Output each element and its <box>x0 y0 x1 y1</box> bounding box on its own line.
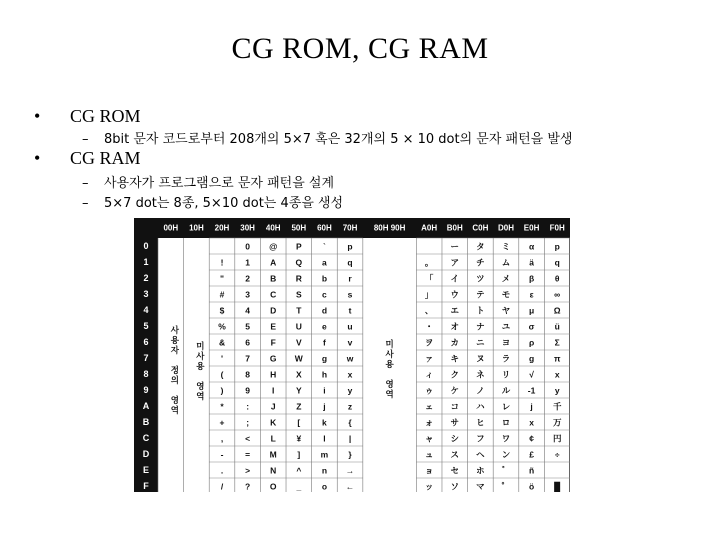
char-cell: 3 <box>245 289 250 300</box>
char-cell: ] <box>297 449 301 460</box>
char-cell: コ <box>450 401 460 412</box>
column-header: 80H 90H <box>373 223 406 233</box>
char-cell: ö <box>528 481 535 492</box>
column-header: F0H <box>549 223 565 233</box>
char-cell: y <box>554 385 560 396</box>
char-cell: r <box>348 273 352 284</box>
unused-area-label: 사 <box>196 351 205 361</box>
char-cell: £ <box>529 449 534 460</box>
char-cell: = <box>245 449 251 460</box>
char-cell: _ <box>296 481 302 492</box>
char-cell: S <box>295 289 302 300</box>
char-cell: Q <box>295 257 303 268</box>
char-cell: ァ <box>424 353 434 364</box>
char-cell: i <box>323 385 326 396</box>
char-cell: ) <box>220 385 224 396</box>
char-cell: z <box>347 401 353 412</box>
char-cell: ォ <box>424 417 434 428</box>
char-cell: オ <box>450 321 460 332</box>
sub-dash: – <box>82 176 89 191</box>
char-cell: ェ <box>424 401 434 412</box>
char-cell: B <box>270 273 277 284</box>
char-cell: l <box>323 433 326 444</box>
char-cell: q <box>554 257 560 268</box>
char-cell: y <box>347 385 353 396</box>
char-cell: ホ <box>476 465 485 476</box>
char-cell: μ <box>528 305 535 316</box>
char-cell: [ <box>297 417 301 428</box>
char-cell: q <box>347 257 353 268</box>
char-cell: ア <box>450 257 460 268</box>
char-cell: x <box>554 369 560 380</box>
char-cell: | <box>348 433 352 444</box>
char-cell: ユ <box>501 321 511 332</box>
row-header: E <box>142 465 150 475</box>
char-cell: x <box>347 369 353 380</box>
char-cell: ? <box>245 481 251 492</box>
char-cell: ャ <box>424 433 434 444</box>
char-cell: ← <box>345 481 355 492</box>
char-cell: ' <box>220 353 224 364</box>
char-cell: @ <box>269 241 278 252</box>
char-cell: ム <box>501 257 511 268</box>
char-cell: $ <box>219 305 225 316</box>
char-cell: ¢ <box>529 433 534 444</box>
char-cell: ソ <box>450 481 460 492</box>
column-header: 70H <box>342 223 358 233</box>
char-cell: 万 <box>552 417 562 428</box>
char-cell: x <box>529 417 534 428</box>
sub-text: 8bit 문자 코드로부터 208개의 5×7 혹은 32개의 5 × 10 dot의 문자 패턴을 발생 <box>104 132 573 147</box>
column-header: C0H <box>472 223 489 233</box>
char-cell: ス <box>450 449 460 460</box>
unused-area-label: 역 <box>196 391 205 401</box>
char-cell: ウ <box>450 289 460 300</box>
row-header: A <box>142 401 150 411</box>
column-header: 20H <box>214 223 230 233</box>
char-cell: 」 <box>424 289 434 300</box>
char-cell: 9 <box>245 385 250 396</box>
sub-bullet <box>82 128 572 147</box>
char-cell: J <box>270 401 276 412</box>
char-cell: ラ <box>501 353 511 364</box>
char-cell: ; <box>246 417 250 428</box>
char-cell: ツ <box>476 273 485 284</box>
char-cell: * <box>220 401 224 412</box>
char-cell: I <box>272 385 275 396</box>
row-header: F <box>143 481 149 491</box>
char-cell: N <box>270 465 277 476</box>
char-cell: , <box>220 433 224 444</box>
char-cell: ÷ <box>554 449 560 460</box>
char-cell: π <box>553 353 561 364</box>
char-cell: セ <box>450 465 460 476</box>
char-cell: ヤ <box>501 305 511 316</box>
char-cell: Σ <box>554 337 560 348</box>
char-cell: L <box>270 433 276 444</box>
user-area-label: 영 <box>170 395 179 405</box>
sub-dash: – <box>82 132 89 147</box>
char-cell: シ <box>450 433 460 444</box>
char-cell: 千 <box>552 401 562 412</box>
char-cell: ! <box>220 257 224 268</box>
char-cell: n <box>321 465 328 476</box>
char-cell: 6 <box>245 337 250 348</box>
char-cell: ロ <box>501 417 511 428</box>
char-cell: H <box>270 369 277 380</box>
column-header: 30H <box>240 223 255 233</box>
char-cell: エ <box>450 305 460 316</box>
char-cell: Y <box>295 385 302 396</box>
char-cell: 、 <box>424 305 434 316</box>
char-cell: F <box>270 337 276 348</box>
char-cell: G <box>269 353 277 364</box>
char-cell: ゜ <box>501 481 511 492</box>
char-cell: < <box>245 433 251 444</box>
char-cell: & <box>218 337 226 348</box>
column-header: A0H <box>421 223 438 233</box>
char-cell: O <box>269 481 277 492</box>
char-cell: 4 <box>245 305 250 316</box>
char-cell: w <box>346 353 354 364</box>
char-cell: ゛ <box>501 465 511 476</box>
bullet-label: CG ROM <box>70 106 141 126</box>
char-cell: P <box>295 241 302 252</box>
char-cell: ヨ <box>501 337 511 348</box>
char-cell: E <box>270 321 277 332</box>
bullet-label: CG RAM <box>70 148 141 168</box>
char-cell: t <box>348 305 352 316</box>
column-header: 00H <box>163 223 179 233</box>
char-cell: ョ <box>424 465 434 476</box>
char-cell: 7 <box>245 353 250 364</box>
column-header: E0H <box>523 223 540 233</box>
char-cell: ` <box>323 241 326 252</box>
row-header: 0 <box>143 241 149 251</box>
row-header: B <box>142 417 150 427</box>
unused-area-label: 용 <box>196 361 205 371</box>
char-cell: ュ <box>424 449 434 460</box>
char-cell: カ <box>450 337 460 348</box>
column-header: 10H <box>189 223 204 233</box>
char-cell: j <box>323 401 326 412</box>
char-cell: モ <box>501 289 511 300</box>
char-cell: ト <box>476 305 485 316</box>
unused-area-label: 미 <box>385 339 394 349</box>
char-cell: ヌ <box>476 353 485 364</box>
char-cell: ä <box>529 257 534 268</box>
char-cell: : <box>246 401 250 412</box>
column-header: D0H <box>497 223 514 233</box>
char-cell: σ <box>528 321 535 332</box>
sub-bullet <box>82 172 334 191</box>
char-cell: ワ <box>501 433 511 444</box>
char-cell: ル <box>501 385 511 396</box>
char-cell: R <box>295 273 302 284</box>
char-cell: m <box>320 449 329 460</box>
unused-area-label: 역 <box>385 389 394 399</box>
row-header: 4 <box>143 305 149 315</box>
bullet-cg-rom <box>34 106 141 127</box>
row-header: 3 <box>143 289 149 299</box>
row-header: D <box>142 449 150 459</box>
char-cell: √ <box>529 369 534 380</box>
row-header: 8 <box>143 369 149 379</box>
sub-text: 사용자가 프로그램으로 문자 패턴을 설계 <box>104 176 335 191</box>
row-header: 1 <box>143 257 149 267</box>
char-cell: ン <box>501 449 511 460</box>
char-cell: → <box>345 465 355 476</box>
char-cell: フ <box>476 433 485 444</box>
char-cell: a <box>322 257 327 268</box>
char-cell: ハ <box>476 401 485 412</box>
char-cell: 0 <box>245 241 250 252</box>
char-cell: キ <box>450 353 460 364</box>
char-cell: h <box>321 369 328 380</box>
char-cell: θ <box>554 273 560 284</box>
char-cell: ケ <box>450 385 460 396</box>
char-cell: 2 <box>245 273 250 284</box>
char-cell: e <box>322 321 327 332</box>
char-cell: ñ <box>528 465 535 476</box>
slide-title: CG ROM, CG RAM <box>231 32 489 65</box>
char-cell: メ <box>501 273 511 284</box>
char-cell: . <box>220 465 224 476</box>
row-header: 6 <box>143 337 149 347</box>
unused-area-label: 미 <box>196 341 205 351</box>
row-header: 9 <box>143 385 149 395</box>
char-cell: # <box>219 289 225 300</box>
char-cell: + <box>219 417 225 428</box>
char-cell: T <box>296 305 302 316</box>
char-cell: ナ <box>476 321 485 332</box>
char-cell: - <box>220 449 224 460</box>
char-cell: -1 <box>527 385 536 396</box>
char-cell: c <box>322 289 327 300</box>
char-cell: g <box>321 353 328 364</box>
char-cell: % <box>218 321 226 332</box>
char-cell: ニ <box>476 337 485 348</box>
char-cell: D <box>270 305 277 316</box>
user-area-label: 자 <box>170 345 179 355</box>
char-cell: ε <box>529 289 534 300</box>
char-cell: / <box>220 481 224 492</box>
bullet-marker: • <box>34 148 41 168</box>
char-cell: 円 <box>552 433 562 444</box>
char-cell: ー <box>450 241 460 252</box>
char-cell: █ <box>554 481 561 492</box>
user-area-label: 용 <box>170 335 179 345</box>
char-cell: M <box>269 449 277 460</box>
char-cell: 8 <box>245 369 250 380</box>
char-cell: > <box>245 465 251 476</box>
char-cell: j <box>530 401 533 412</box>
char-cell: チ <box>476 257 485 268</box>
char-cell: A <box>270 257 277 268</box>
char-cell: { <box>348 417 352 428</box>
row-header: 7 <box>143 353 149 363</box>
char-cell: レ <box>501 401 511 412</box>
char-cell: " <box>219 273 225 284</box>
char-cell: サ <box>450 417 460 428</box>
char-cell: ゥ <box>424 385 434 396</box>
row-header: 2 <box>143 273 149 283</box>
char-cell: タ <box>476 241 485 252</box>
char-cell: s <box>347 289 353 300</box>
char-cell: ( <box>220 369 224 380</box>
unused-area-label: 용 <box>385 359 394 369</box>
char-cell: ノ <box>476 385 485 396</box>
sub-bullet <box>82 192 343 211</box>
char-cell: マ <box>476 481 485 492</box>
char-cell: ヘ <box>476 449 485 460</box>
char-cell: 1 <box>245 257 250 268</box>
user-area-label: 사 <box>170 325 179 335</box>
char-cell: k <box>322 417 327 428</box>
char-cell: ヲ <box>424 337 434 348</box>
char-cell: ィ <box>424 369 434 380</box>
row-header: 5 <box>143 321 149 331</box>
bullet-marker: • <box>34 106 41 126</box>
char-cell: ^ <box>296 465 302 476</box>
user-area-label: 역 <box>170 405 179 415</box>
character-code-table <box>134 218 570 497</box>
user-area-label: 정 <box>170 365 179 375</box>
bullet-cg-ram <box>34 148 141 169</box>
char-cell: ッ <box>424 481 434 492</box>
char-cell: o <box>321 481 328 492</box>
user-area-label: 의 <box>170 375 179 385</box>
row-header: C <box>142 433 150 443</box>
char-cell: W <box>294 353 303 364</box>
unused-area-label: 영 <box>385 379 394 389</box>
char-cell: K <box>270 417 277 428</box>
sub-dash: – <box>82 196 89 211</box>
column-header: 40H <box>265 223 281 233</box>
char-cell: p <box>554 241 560 252</box>
char-cell: u <box>347 321 353 332</box>
char-cell: β <box>528 273 535 284</box>
char-cell: ヒ <box>476 417 485 428</box>
column-header: 60H <box>317 223 332 233</box>
char-cell: ・ <box>424 321 434 332</box>
unused-area-label: 영 <box>196 381 205 391</box>
char-cell: ミ <box>501 241 511 252</box>
char-cell: Z <box>296 401 302 412</box>
char-cell: 5 <box>245 321 250 332</box>
char-cell: b <box>321 273 328 284</box>
char-cell: ク <box>450 369 460 380</box>
char-cell: X <box>295 369 302 380</box>
char-cell: V <box>295 337 302 348</box>
char-cell: v <box>347 337 353 348</box>
char-cell: リ <box>501 369 511 380</box>
char-cell: ρ <box>528 337 535 348</box>
column-header: B0H <box>446 223 463 233</box>
char-cell: U <box>295 321 302 332</box>
char-cell: ネ <box>476 369 485 380</box>
char-cell: ü <box>554 321 560 332</box>
sub-text: 5×7 dot는 8종, 5×10 dot는 4종을 생성 <box>104 196 344 211</box>
char-cell: g <box>528 353 535 364</box>
char-cell: } <box>348 449 352 460</box>
char-cell: ∞ <box>554 289 561 300</box>
char-cell: ¥ <box>296 433 302 444</box>
unused-area-label: 사 <box>385 349 394 359</box>
char-cell: f <box>323 337 326 348</box>
char-cell: 「 <box>424 273 434 284</box>
char-cell: α <box>528 241 535 252</box>
char-cell: 。 <box>424 257 434 268</box>
char-cell: イ <box>450 273 460 284</box>
char-cell: Ω <box>553 305 561 316</box>
char-cell: C <box>270 289 277 300</box>
char-cell: d <box>321 305 328 316</box>
column-header: 50H <box>291 223 307 233</box>
char-cell: テ <box>476 289 485 300</box>
char-cell: p <box>347 241 353 252</box>
